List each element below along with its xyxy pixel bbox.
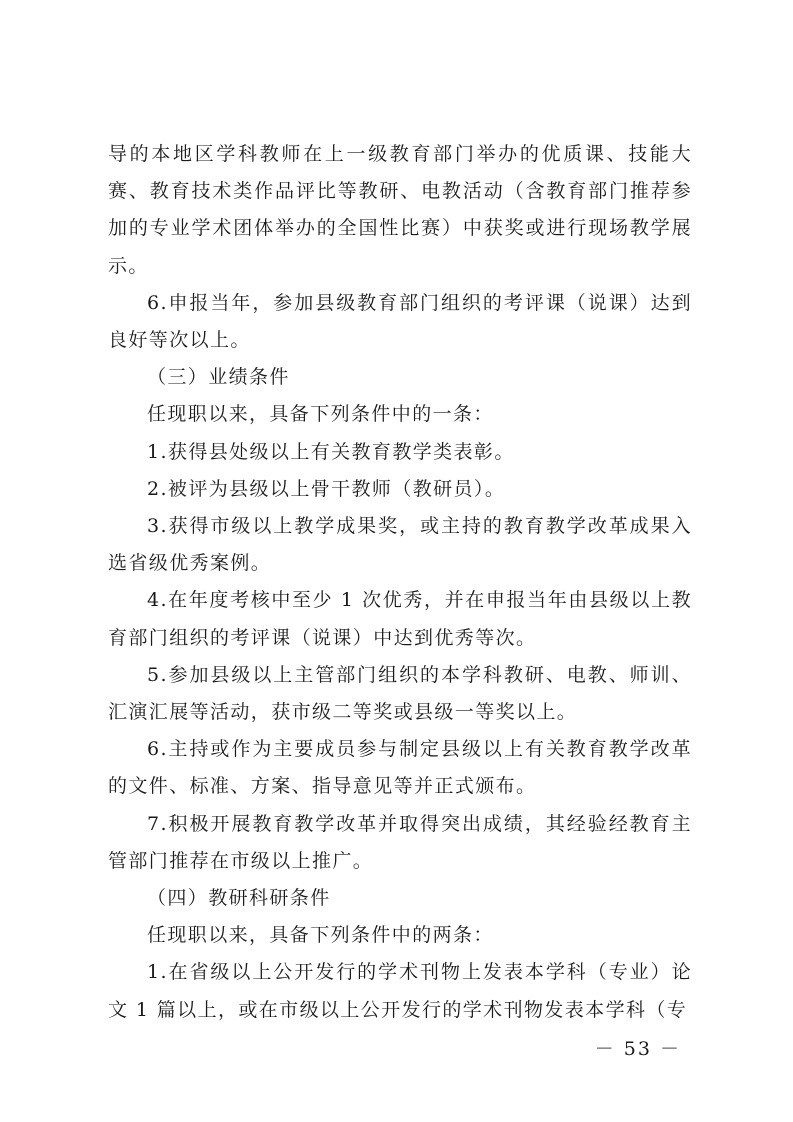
paragraph-item-1-commendation: 1.获得县处级以上有关教育教学类表彰。 <box>147 440 515 463</box>
paragraph-item-7-reform-results: 7.积极开展教育教学改革并取得突出成绩，其经验经教育主管部门推荐在市级以上推广。 <box>108 812 692 872</box>
section-heading-performance: （三）业绩条件 <box>147 366 290 389</box>
section-heading-research: （四）教研科研条件 <box>147 887 331 910</box>
paragraph-continuation: 导的本地区学科教师在上一级教育部门举办的优质课、技能大赛、教育技术类作品评比等教研、电教活动（含教育部门推荐参加的专业学术团体举办的全国性比赛）中获奖或进行现场教学展示。 <box>108 143 692 277</box>
paragraph-item-4-annual-review: 4.在年度考核中至少 1 次优秀，并在申报当年由县级以上教育部门组织的考评课（说课）中达到优秀等次。 <box>108 589 692 649</box>
page-number: － 53 － <box>594 1038 681 1060</box>
body-text <box>108 136 692 1029</box>
paragraph-requirement-one: 任现职以来，具备下列条件中的一条： <box>147 403 494 426</box>
paragraph-item-3-teaching-award: 3.获得市级以上教学成果奖，或主持的教育教学改革成果入选省级优秀案例。 <box>108 515 692 575</box>
paragraph-item-2-backbone-teacher: 2.被评为县级以上骨干教师（教研员）。 <box>147 477 506 500</box>
paragraph-item-6-appraisal-class: 6.申报当年，参加县级教育部门组织的考评课（说课）达到良好等次以上。 <box>108 291 692 352</box>
paragraph-item-6-reform-documents: 6.主持或作为主要成员参与制定县级以上有关教育教学改革的文件、标准、方案、指导意见等并正式颁布。 <box>108 738 692 798</box>
paragraph-item-1-publications: 1.在省级以上公开发行的学术刊物上发表本学科（专业）论文 1 篇以上，或在市级以上公开发行的学术刊物发表本学科（专 <box>108 961 692 1021</box>
paragraph-requirement-two: 任现职以来，具备下列条件中的两条： <box>147 924 494 947</box>
paragraph-item-5-activities: 5.参加县级以上主管部门组织的本学科教研、电教、师训、汇演汇展等活动，获市级二等奖或县级一等奖以上。 <box>108 663 692 724</box>
